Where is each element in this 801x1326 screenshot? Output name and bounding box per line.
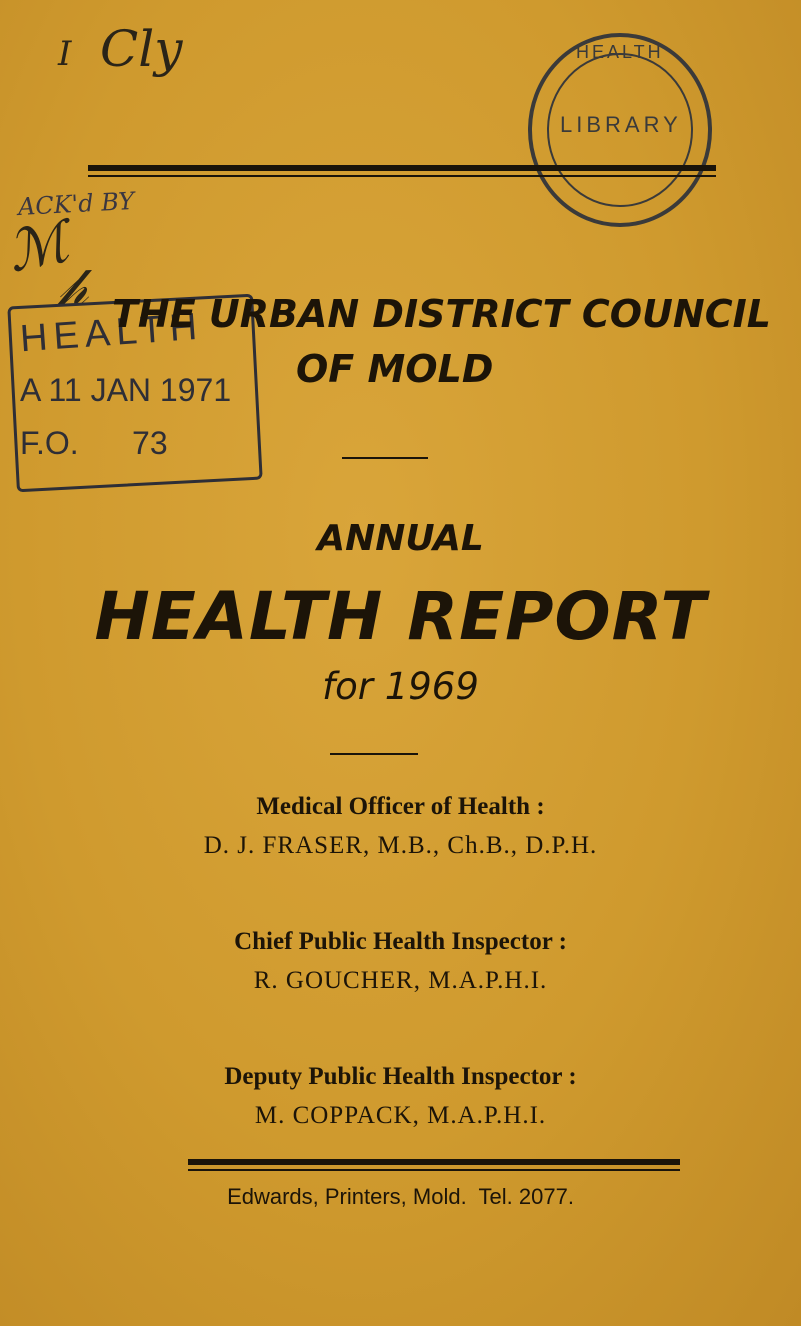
officer-role: Deputy Public Health Inspector : [224,1063,577,1090]
report-title: HEALTH REPORT [94,578,707,655]
bottom-rule-thin [188,1169,680,1171]
title-divider [330,753,418,755]
library-stamp-arc-text: HEALTH [576,42,664,62]
printer-imprint: Edwards, Printers, Mold. Tel. 2077. [227,1184,574,1209]
handwritten-number: I [58,34,72,74]
top-rule-thick [88,165,716,171]
handwritten-signature: ℳ [1,209,74,286]
receipt-stamp-line3: F.O. 73 [20,425,168,461]
top-rule-thin [88,175,716,177]
council-name: THE URBAN DISTRICT COUNCIL [112,292,771,336]
officer-name: M. COPPACK, M.A.P.H.I. [254,1102,547,1129]
library-stamp [520,30,720,240]
report-kicker: ANNUAL [317,518,484,559]
council-divider [342,457,428,459]
handwritten-mark: 𝒽 [58,258,88,318]
report-year: for 1969 [322,665,479,708]
officer-role: Medical Officer of Health : [256,793,545,820]
library-stamp-center-text: LIBRARY [560,112,682,137]
bottom-rule-thick [188,1159,680,1165]
handwritten-ackd-by: ACK'd BY [17,186,135,222]
officer-name: R. GOUCHER, M.A.P.H.I. [253,967,548,994]
handwritten-initials: Cly [100,20,183,78]
receipt-stamp-line2: A 11 JAN 1971 [20,372,232,408]
officer-role: Chief Public Health Inspector : [234,928,567,955]
receipt-stamp-line1: HEALTH [18,305,205,361]
officer-name: D. J. FRASER, M.B., Ch.B., D.P.H. [203,832,598,859]
council-location: OF MOLD [296,347,494,391]
